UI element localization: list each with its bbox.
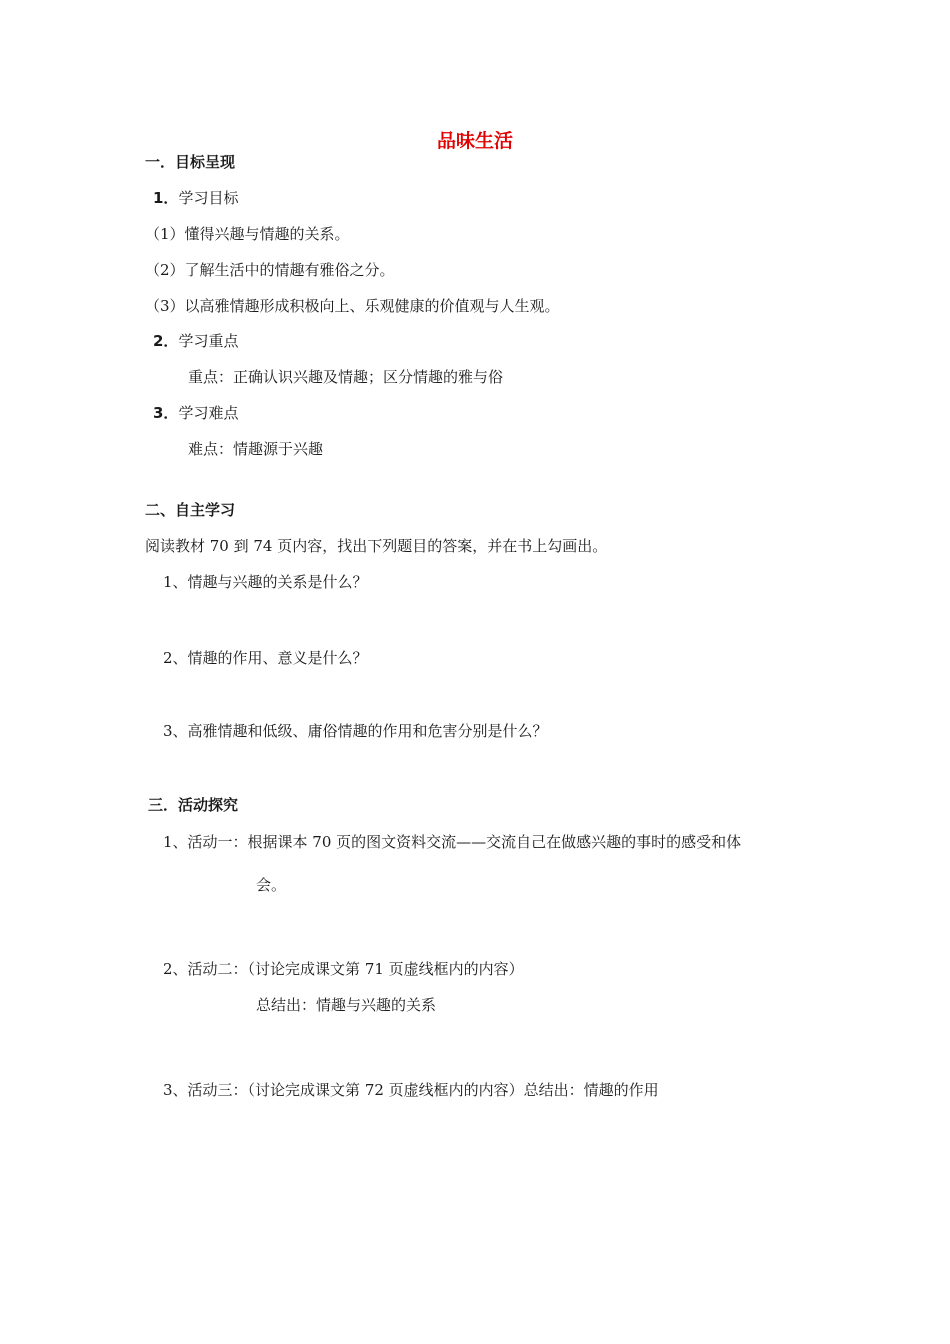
focus-heading [153,331,238,351]
focus-text: 重点：正确认识兴趣及情趣；区分情趣的雅与俗 [188,368,504,386]
activity-2-line-2: 总结出：情趣与兴趣的关系 [256,996,437,1014]
goal-item-2: （2）了解生活中的情趣有雅俗之分。 [145,261,395,279]
question-3: 3、高雅情趣和低级、庸俗情趣的作用和危害分别是什么？ [163,722,548,740]
activity-2-line-1: 2、活动二：（讨论完成课文第 71 页虚线框内的内容） [163,960,524,978]
question-1: 1、情趣与兴趣的关系是什么？ [163,573,368,591]
activity-3: 3、活动三：（讨论完成课文第 72 页虚线框内的内容）总结出：情趣的作用 [163,1081,659,1099]
section2-heading: 二、自主学习 [145,501,236,519]
section2-intro: 阅读教材 70 到 74 页内容，找出下列题目的答案，并在书上勾画出。 [145,537,608,555]
section1-heading: 一．目标呈现 [145,153,236,171]
goal-item-1: （1）懂得兴趣与情趣的关系。 [145,225,350,243]
section3-heading: 三．活动探究 [148,796,239,814]
question-2: 2、情趣的作用、意义是什么？ [163,649,368,667]
activity-1-line-2: 会。 [256,876,287,894]
goals-label: 学习目标 [178,189,239,207]
activity-1-line-1: 1、活动一：根据课本 70 页的图文资料交流——交流自己在做感兴趣的事时的感受和体 [163,833,742,851]
difficulty-label: 学习难点 [178,404,239,422]
goals-number: 1． [153,189,179,207]
difficulty-text: 难点：情趣源于兴趣 [188,440,324,458]
page-title: 品味生活 [436,130,513,152]
difficulty-heading [153,403,238,423]
difficulty-number: 3． [153,404,179,422]
goals-heading [153,188,238,208]
goal-item-3: （3）以高雅情趣形成积极向上、乐观健康的价值观与人生观。 [145,297,560,315]
focus-label: 学习重点 [178,332,239,350]
focus-number: 2． [153,332,179,350]
